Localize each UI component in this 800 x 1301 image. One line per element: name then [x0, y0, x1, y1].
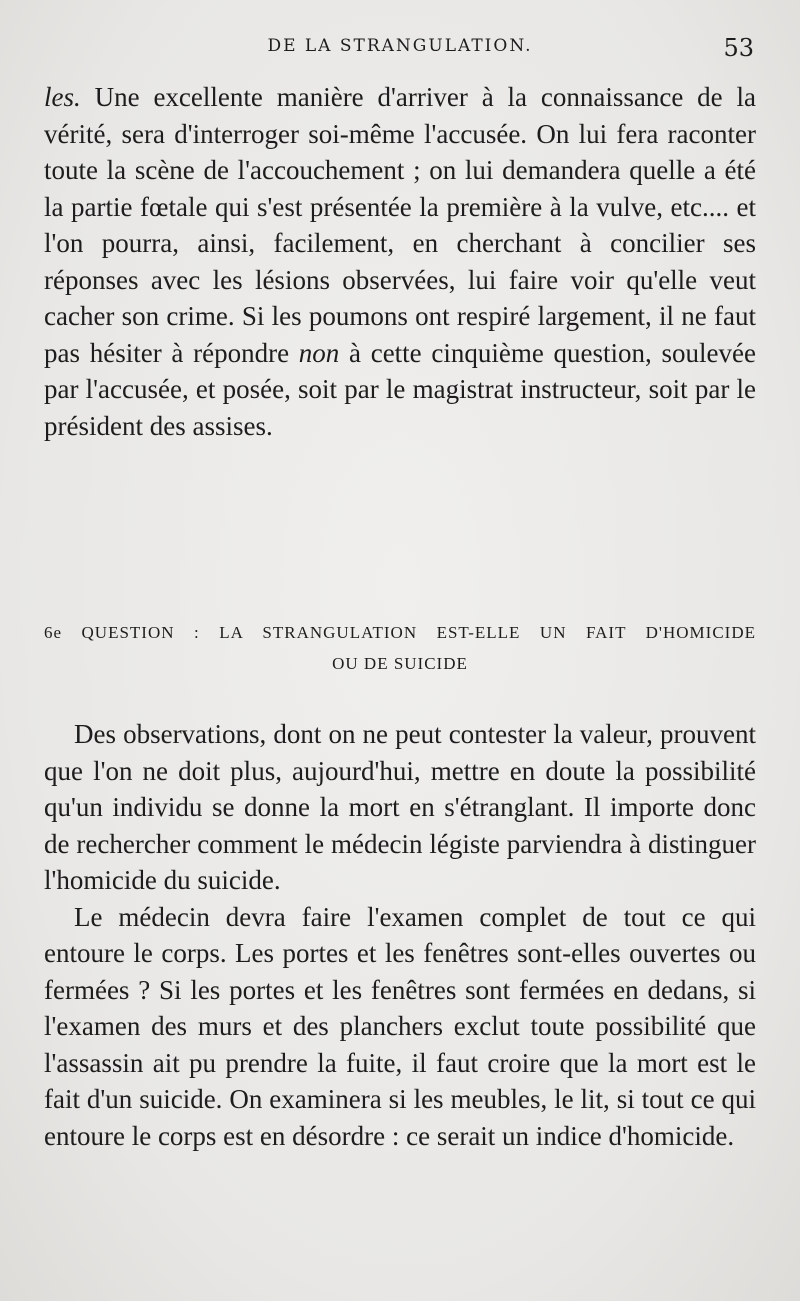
paragraph-observations: Des observations, dont on ne peut contester la valeur, prouvent que l'on ne doit plus, aujourd'hui, mettre en doute la possibilité qu'un individu se donne la mort en s'étranglant. Il importe donc de rechercher comment le médecin légiste parviendra à distinguer l'homicide du suicide. [44, 719, 756, 895]
paragraph-lead-italic: les. [44, 82, 81, 112]
page-number: 53 [723, 34, 754, 62]
section-heading-line-1: 6e QUESTION : LA STRANGULATION EST-ELLE UN FAIT D'HOMICIDE [44, 623, 756, 642]
page-header [0, 34, 800, 64]
section-heading [44, 617, 756, 679]
paragraph-text-b: à cette cinquième question, soulevée par l'accusée, et posée, soit par le magistrat instructeur, soit par le président des assises. [44, 337, 756, 441]
running-head: DE LA STRANGULATION. [267, 36, 533, 56]
paragraph-continuation [44, 79, 756, 444]
text-block-bottom [44, 716, 756, 1154]
paragraph-text-a: Une excellente manière d'arriver à la connaissance de la vérité, sera d'interroger soi-même l'accusée. On lui fera raconter toute la scène de l'accouchement ; on lui demandera quelle a été la partie fœtale qui s'est présentée la première à la vulve, etc.... et l'on pourra, ainsi, facilement, en cherchant à concilier ses réponses avec les lésions observées, lui faire voir qu'elle veut cacher son crime. Si les poumons ont respiré largement, il ne faut pas hésiter à répondre [44, 82, 756, 368]
italic-word-non: non [298, 337, 340, 368]
section-heading-line-2: OU DE SUICIDE [332, 654, 468, 673]
text-block-top [44, 79, 756, 444]
paragraph-medecin: Le médecin devra faire l'examen complet de tout ce qui entoure le corps. Les portes et les fenêtres sont-elles ouvertes ou fermées ? Si les portes et les fenêtres sont fermées en dedans, si l'examen des murs et des planchers exclut toute possibilité que l'assassin ait pu prendre la fuite, il faut croire que la mort est le fait d'un suicide. On examinera si les meubles, le lit, si tout ce qui entoure le corps est en désordre : ce serait un indice d'homicide. [44, 901, 756, 1151]
